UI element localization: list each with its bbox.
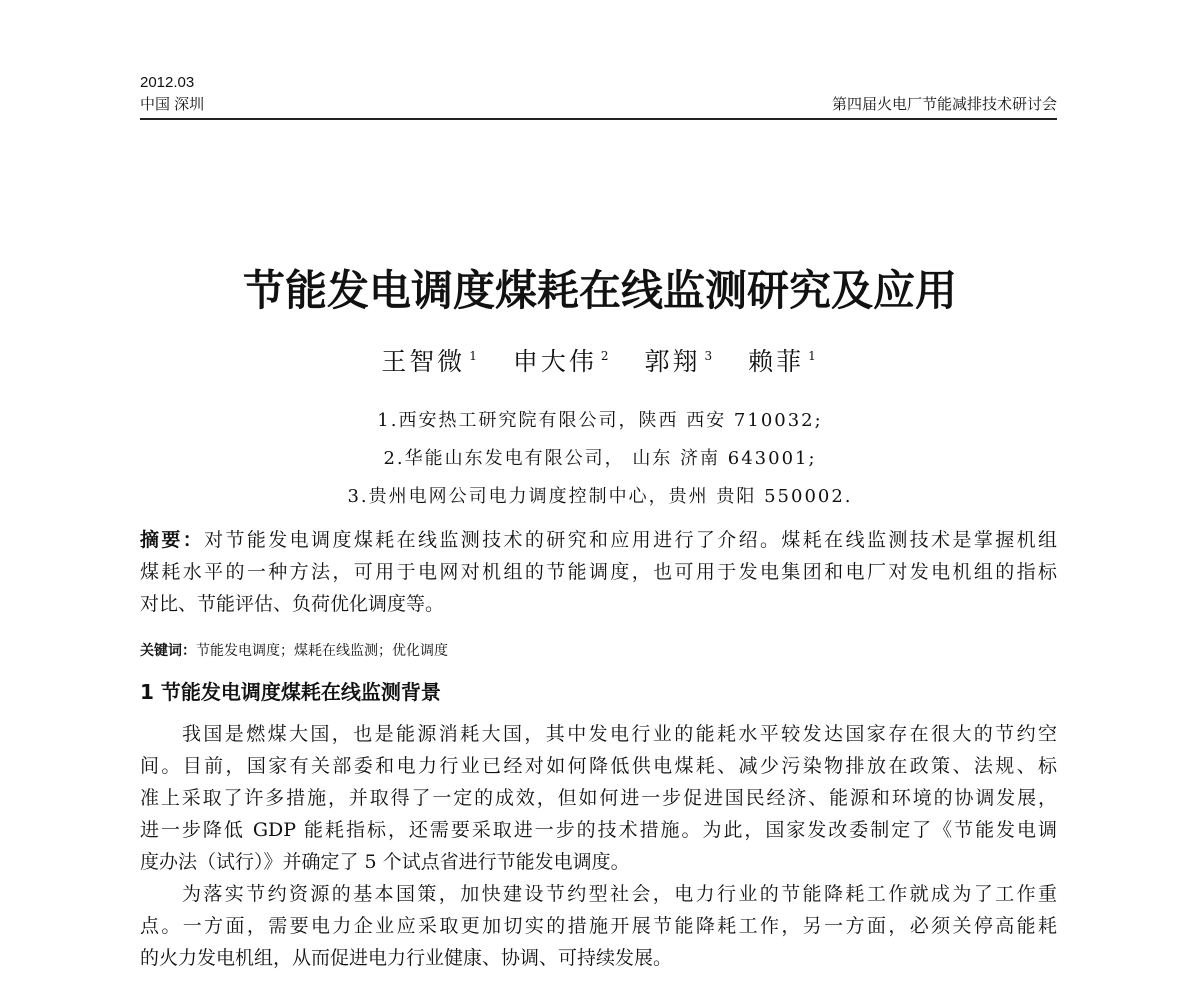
header-rule bbox=[140, 118, 1057, 120]
abstract-line: 煤耗水平的一种方法，可用于电网对机组的节能调度，也可用于发电集团和电厂对发电机组的指标 bbox=[140, 561, 1057, 583]
author-list bbox=[0, 342, 1200, 378]
keywords bbox=[140, 640, 1057, 660]
keywords-text: 节能发电调度；煤耗在线监测；优化调度 bbox=[196, 643, 448, 659]
affiliation: 1.西安热工研究院有限公司，陕西 西安 710032; bbox=[377, 410, 823, 431]
body-line: 我国是燃煤大国，也是能源消耗大国，其中发电行业的能耗水平较发达国家存在很大的节约空 bbox=[182, 723, 1057, 745]
author-affiliation-mark: 2 bbox=[600, 349, 612, 363]
section-heading: 1 节能发电调度煤耗在线监测背景 bbox=[140, 680, 441, 704]
author-name: 申大伟 bbox=[512, 347, 597, 376]
author-affiliation-mark: 1 bbox=[808, 349, 819, 363]
abstract-label: 摘要： bbox=[140, 529, 205, 551]
author-affiliation-mark: 3 bbox=[704, 349, 716, 363]
header-date: 2012.03 bbox=[140, 74, 195, 91]
abstract bbox=[140, 524, 1057, 620]
paper-title: 节能发电调度煤耗在线监测研究及应用 bbox=[242, 266, 957, 315]
abstract-line: 对比、节能评估、负荷优化调度等。 bbox=[140, 593, 445, 615]
author-affiliation-mark: 1 bbox=[469, 349, 480, 363]
body-line: 点。一方面，需要电力企业应采取更加切实的措施开展节能降耗工作，另一方面，必须关停高能耗 bbox=[140, 915, 1057, 937]
keywords-label: 关键词： bbox=[140, 643, 196, 659]
author-name: 赖菲 bbox=[748, 347, 805, 376]
affiliation: 2.华能山东发电有限公司， 山东 济南 643001; bbox=[383, 448, 817, 469]
header-conference: 第四届火电厂节能减排技术研讨会 bbox=[831, 96, 1057, 113]
body-line: 准上采取了许多措施，并取得了一定的成效，但如何进一步促进国民经济、能源和环境的协调发展， bbox=[140, 787, 1057, 809]
abstract-line: 对节能发电调度煤耗在线监测技术的研究和应用进行了介绍。煤耗在线监测技术是掌握机组 bbox=[204, 529, 1057, 551]
body-line: 为落实节约资源的基本国策，加快建设节约型社会，电力行业的节能降耗工作就成为了工作重 bbox=[182, 883, 1057, 905]
section-body bbox=[140, 718, 1057, 974]
body-line: 间。目前，国家有关部委和电力行业已经对如何降低供电煤耗、减少污染物排放在政策、法规、标 bbox=[140, 755, 1057, 777]
author-name: 郭翔 bbox=[644, 347, 701, 376]
header-location: 中国 深圳 bbox=[140, 96, 205, 113]
author-name: 王智微 bbox=[381, 347, 466, 376]
body-line: 的火力发电机组，从而促进电力行业健康、协调、可持续发展。 bbox=[140, 947, 673, 969]
body-line: 进一步降低 GDP 能耗指标，还需要采取进一步的技术措施。为此，国家发改委制定了《节能发电调 bbox=[140, 819, 1057, 841]
body-line: 度办法（试行）》并确定了 5 个试点省进行节能发电调度。 bbox=[140, 851, 630, 873]
affiliation: 3.贵州电网公司电力调度控制中心，贵州 贵阳 550002. bbox=[347, 486, 853, 507]
